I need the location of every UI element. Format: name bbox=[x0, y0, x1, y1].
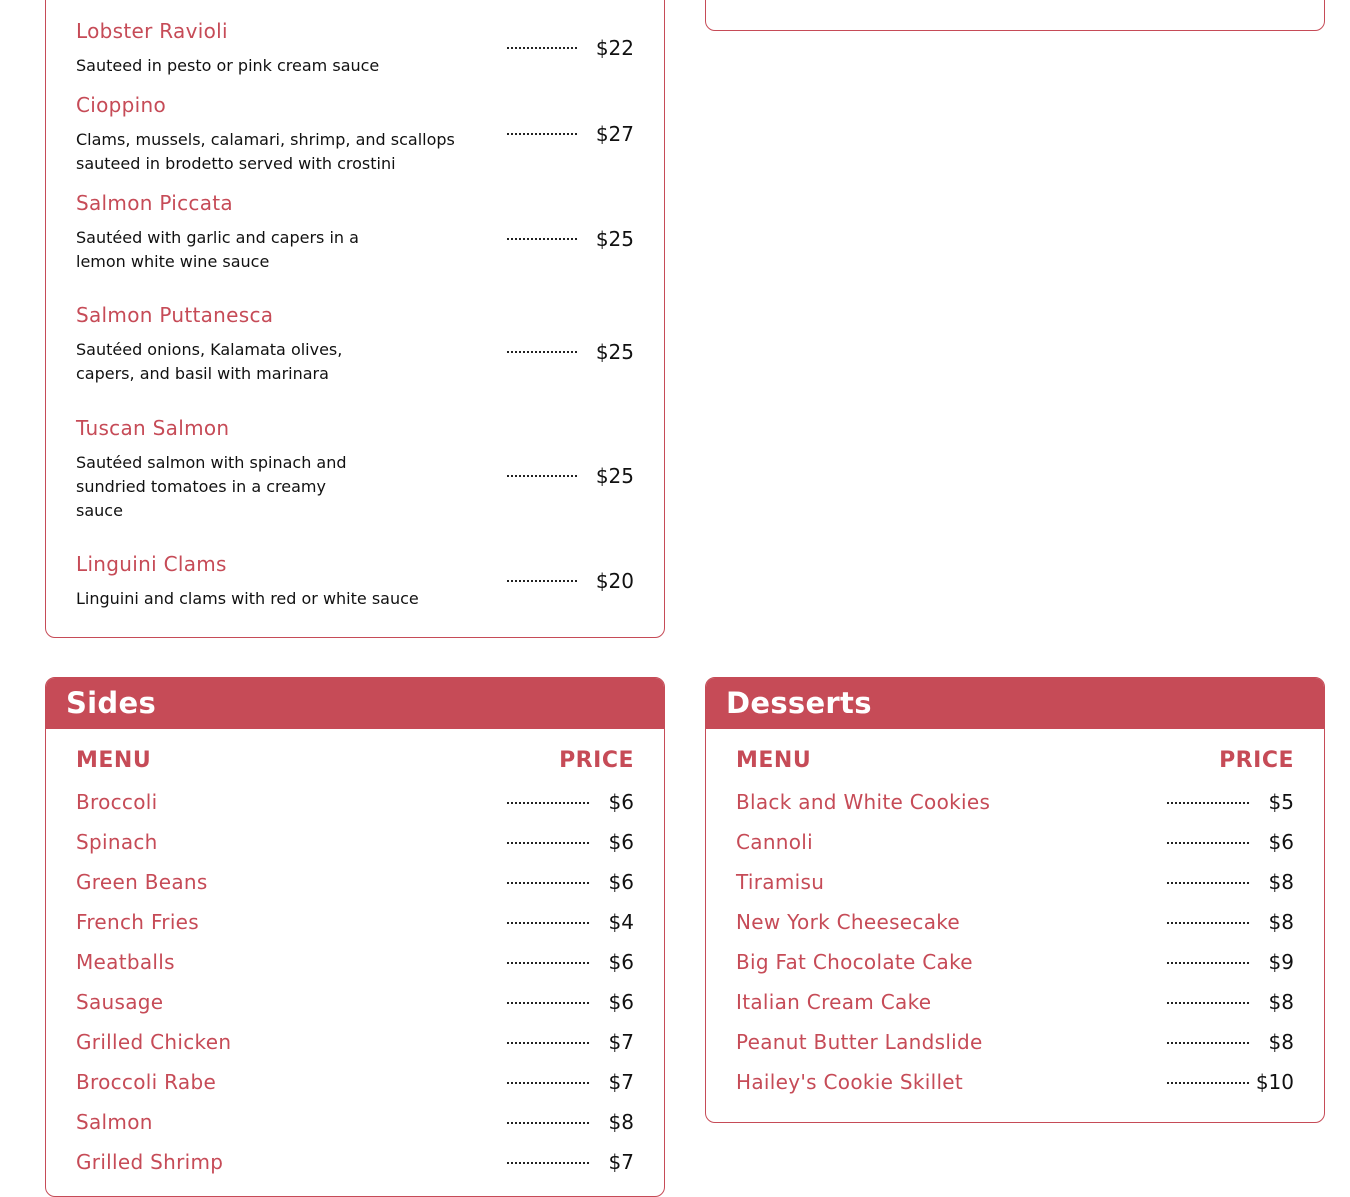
item-price: $5 bbox=[1268, 790, 1294, 814]
item-price: $6 bbox=[608, 990, 634, 1014]
price-leader bbox=[1167, 842, 1249, 844]
price-leader bbox=[507, 922, 589, 924]
price-leader bbox=[1167, 962, 1249, 964]
item-name: Tiramisu bbox=[736, 870, 825, 894]
item-price: $8 bbox=[1268, 870, 1294, 894]
item-price: $9 bbox=[1268, 950, 1294, 974]
item-name: French Fries bbox=[76, 910, 199, 934]
item-price: $25 bbox=[595, 227, 634, 251]
menu-item bbox=[736, 910, 1294, 940]
price-leader bbox=[507, 882, 589, 884]
item-name: Cioppino bbox=[76, 93, 167, 117]
section-title: Desserts bbox=[726, 686, 872, 720]
item-price: $8 bbox=[1268, 910, 1294, 934]
menu-item bbox=[76, 1150, 634, 1180]
menu-item bbox=[76, 1030, 634, 1060]
menu-item bbox=[736, 950, 1294, 980]
item-price: $10 bbox=[1255, 1070, 1294, 1094]
item-name: Salmon Puttanesca bbox=[76, 303, 274, 327]
price-leader bbox=[507, 133, 577, 135]
item-name: Hailey's Cookie Skillet bbox=[736, 1070, 964, 1094]
menu-column-header: MENU bbox=[736, 748, 812, 773]
price-leader bbox=[507, 802, 589, 804]
item-description: Sautéed salmon with spinach and sundried tomatoes in a creamy sauce bbox=[76, 453, 347, 520]
item-price: $6 bbox=[608, 870, 634, 894]
menu-item bbox=[736, 790, 1294, 820]
price-leader bbox=[1167, 922, 1249, 924]
menu-item bbox=[76, 191, 634, 281]
item-name: Sausage bbox=[76, 990, 164, 1014]
right-panel bbox=[705, 0, 1325, 31]
price-leader bbox=[507, 1082, 589, 1084]
price-leader bbox=[507, 1042, 589, 1044]
item-price: $8 bbox=[1268, 1030, 1294, 1054]
item-name: Grilled Shrimp bbox=[76, 1150, 224, 1174]
menu-item bbox=[76, 790, 634, 820]
desserts-panel bbox=[705, 677, 1325, 1123]
price-leader bbox=[1167, 802, 1249, 804]
sides-header bbox=[46, 678, 664, 729]
menu-item bbox=[76, 950, 634, 980]
item-description: Linguini and clams with red or white sauce bbox=[76, 589, 419, 608]
item-name: Italian Cream Cake bbox=[736, 990, 932, 1014]
price-leader bbox=[507, 238, 577, 240]
menu-item bbox=[76, 1110, 634, 1140]
menu-item bbox=[736, 1070, 1294, 1100]
item-price: $4 bbox=[608, 910, 634, 934]
price-leader bbox=[507, 842, 589, 844]
item-price: $8 bbox=[608, 1110, 634, 1134]
price-leader bbox=[1167, 1042, 1249, 1044]
menu-item bbox=[76, 1070, 634, 1100]
item-price: $6 bbox=[1268, 830, 1294, 854]
item-price: $7 bbox=[608, 1150, 634, 1174]
menu-item bbox=[76, 910, 634, 940]
item-description: Sauteed in pesto or pink cream sauce bbox=[76, 56, 380, 75]
price-column-header: PRICE bbox=[1219, 748, 1294, 773]
price-leader bbox=[507, 1162, 589, 1164]
item-name: Green Beans bbox=[76, 870, 208, 894]
item-price: $8 bbox=[1268, 990, 1294, 1014]
item-name: Linguini Clams bbox=[76, 552, 227, 576]
price-leader bbox=[507, 475, 577, 477]
price-leader bbox=[507, 1122, 589, 1124]
item-name: Salmon Piccata bbox=[76, 191, 233, 215]
item-description: Clams, mussels, calamari, shrimp, and scallops sauteed in brodetto served with crostini bbox=[76, 130, 455, 173]
menu-item bbox=[736, 870, 1294, 900]
menu-item bbox=[76, 19, 634, 79]
price-leader bbox=[507, 1002, 589, 1004]
item-price: $25 bbox=[595, 464, 634, 488]
menu-item bbox=[76, 552, 634, 612]
item-price: $6 bbox=[608, 790, 634, 814]
item-name: Black and White Cookies bbox=[736, 790, 991, 814]
price-leader bbox=[507, 47, 577, 49]
price-column-header: PRICE bbox=[559, 748, 634, 773]
menu-item bbox=[76, 870, 634, 900]
price-leader bbox=[1167, 1082, 1249, 1084]
item-description: Sautéed onions, Kalamata olives, capers, and basil with marinara bbox=[76, 340, 343, 383]
item-name: Meatballs bbox=[76, 950, 175, 974]
menu-item bbox=[76, 830, 634, 860]
item-price: $22 bbox=[595, 36, 634, 60]
menu-item bbox=[76, 303, 634, 393]
item-price: $6 bbox=[608, 950, 634, 974]
sides-panel bbox=[45, 677, 665, 1197]
desserts-header bbox=[706, 678, 1324, 729]
price-leader bbox=[1167, 882, 1249, 884]
item-price: $6 bbox=[608, 830, 634, 854]
item-name: Tuscan Salmon bbox=[76, 416, 230, 440]
item-name: New York Cheesecake bbox=[736, 910, 961, 934]
menu-item bbox=[736, 1030, 1294, 1060]
item-price: $7 bbox=[608, 1030, 634, 1054]
menu-item bbox=[76, 990, 634, 1020]
item-name: Broccoli bbox=[76, 790, 158, 814]
menu-item bbox=[76, 416, 634, 526]
item-name: Big Fat Chocolate Cake bbox=[736, 950, 973, 974]
item-price: $25 bbox=[595, 340, 634, 364]
item-name: Salmon bbox=[76, 1110, 153, 1134]
menu-item bbox=[736, 830, 1294, 860]
item-name: Lobster Ravioli bbox=[76, 19, 228, 43]
item-description: Sautéed with garlic and capers in a lemon white wine sauce bbox=[76, 228, 359, 271]
item-price: $7 bbox=[608, 1070, 634, 1094]
section-title: Sides bbox=[66, 686, 157, 720]
item-price: $20 bbox=[595, 569, 634, 593]
item-name: Spinach bbox=[76, 830, 158, 854]
menu-item bbox=[736, 990, 1294, 1020]
price-leader bbox=[1167, 1002, 1249, 1004]
item-name: Broccoli Rabe bbox=[76, 1070, 217, 1094]
entrees-panel bbox=[45, 0, 665, 638]
item-name: Cannoli bbox=[736, 830, 814, 854]
item-name: Peanut Butter Landslide bbox=[736, 1030, 983, 1054]
price-leader bbox=[507, 962, 589, 964]
item-name: Grilled Chicken bbox=[76, 1030, 232, 1054]
item-price: $27 bbox=[595, 122, 634, 146]
price-leader bbox=[507, 351, 577, 353]
price-leader bbox=[507, 580, 577, 582]
menu-item bbox=[76, 93, 634, 173]
menu-column-header: MENU bbox=[76, 748, 152, 773]
